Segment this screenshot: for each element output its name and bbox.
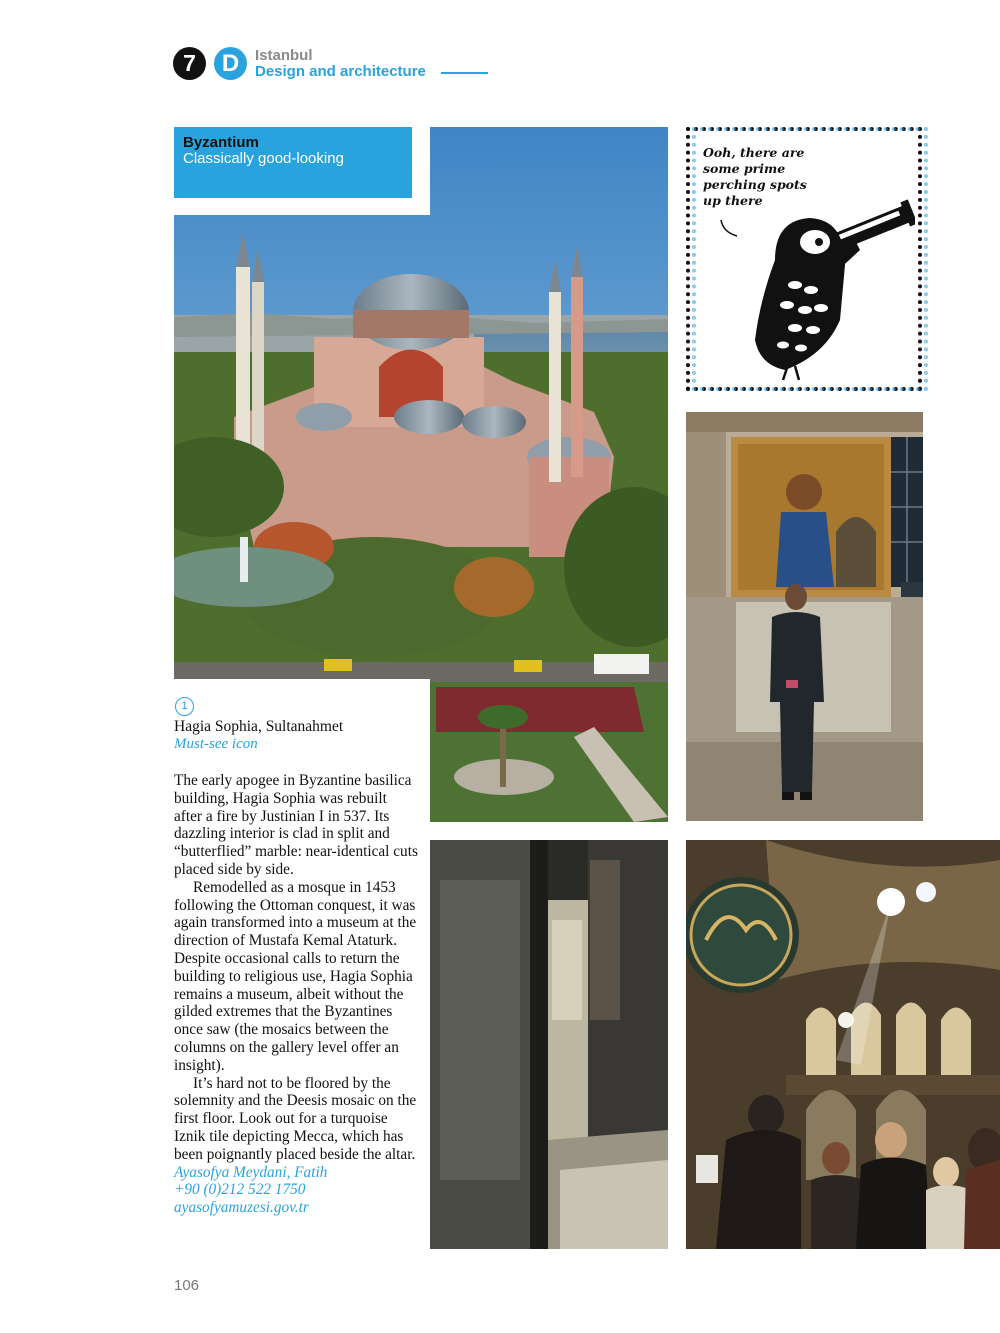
section-label-subtitle: Classically good-looking [183, 150, 344, 167]
venue-phone: +90 (0)212 522 1750 [174, 1181, 306, 1199]
speech-line: perching spots [703, 177, 807, 192]
speech-line: up there [703, 193, 763, 208]
body-paragraph-3: It’s hard not to be floored by the solemnity and the Deesis mosaic on the first floor. Look out for a turquoise Iznik tile depicting Mecca, which has been poignantly placed beside the altar. [174, 1074, 417, 1163]
entry-number-badge: 1 [175, 697, 194, 716]
header-section: Design and architecture [255, 63, 426, 80]
entry-body [174, 772, 418, 1217]
venue-website[interactable]: ayasofyamuzesi.gov.tr [174, 1199, 309, 1217]
venue-tag: Must-see icon [174, 736, 258, 752]
speech-line: Ooh, there are [703, 145, 805, 160]
body-paragraph-2: Remodelled as a mosque in 1453 following the Ottoman conquest, it was again transformed into a museum at the direction of Mustafa Kemal Ataturk. Despite occasional calls to return the building to religious use, Hagia Sophia remains a museum, albeit without the gilded extremes that the Byzantines once saw (the mosaics between the columns on the gallery level offer an insight). [174, 878, 417, 1074]
dome-interior-photo [686, 840, 1000, 1249]
venue-name: Hagia Sophia, Sultanahmet [174, 718, 344, 735]
speech-line: some prime [703, 161, 786, 176]
marble-columns-photo [430, 840, 668, 1249]
section-label-title: Byzantium [183, 134, 259, 151]
owl-telescope-illustration [715, 180, 915, 385]
header-city: Istanbul [255, 47, 313, 64]
header-rule [441, 72, 488, 74]
page-number: 106 [174, 1277, 200, 1294]
chapter-number-badge: 7 [173, 47, 206, 80]
deesis-mosaic-photo [686, 412, 923, 821]
section-letter-badge: D [214, 47, 247, 80]
venue-address: Ayasofya Meydani, Fatih [174, 1163, 328, 1181]
body-paragraph-1: The early apogee in Byzantine basilica building, Hagia Sophia was rebuilt after a fire by Justinian I in 537. Its dazzling interior is clad in split and “butterflied” marble: near-identical cuts placed side by side. [174, 772, 418, 878]
